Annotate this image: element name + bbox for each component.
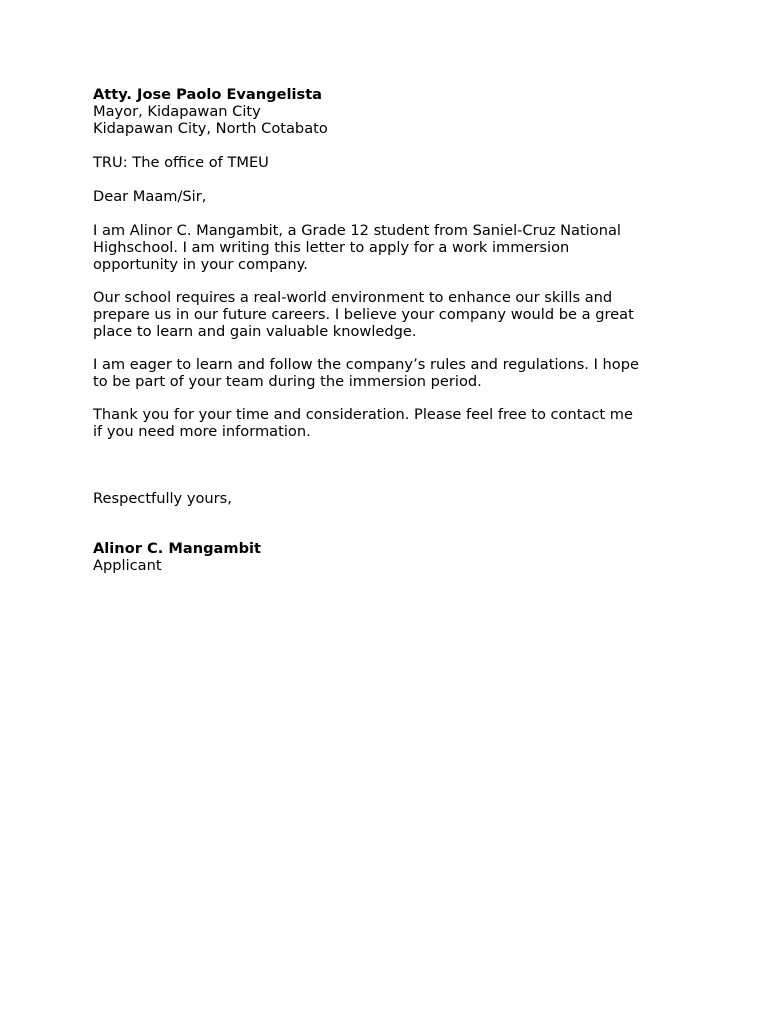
body-paragraph-1: [93, 222, 693, 273]
signature-name: Alinor C. Mangambit: [93, 540, 262, 557]
recipient-title: Mayor, Kidapawan City: [93, 103, 261, 120]
paragraph-line: opportunity in your company.: [93, 256, 308, 273]
closing: Respectfully yours,: [93, 490, 232, 507]
paragraph-line: Thank you for your time and consideration. Please feel free to contact me: [93, 406, 633, 423]
body-paragraph-3: [93, 356, 693, 390]
thru-line: TRU: The office of TMEU: [93, 154, 269, 171]
paragraph-line: if you need more information.: [93, 423, 311, 440]
body-paragraph-2: [93, 289, 693, 340]
body-paragraph-4: [93, 406, 693, 440]
paragraph-line: I am eager to learn and follow the company’s rules and regulations. I hope: [93, 356, 639, 373]
paragraph-line: I am Alinor C. Mangambit, a Grade 12 student from Saniel-Cruz National: [93, 222, 621, 239]
signature-role: Applicant: [93, 557, 162, 574]
letter-document: [93, 86, 693, 574]
paragraph-line: place to learn and gain valuable knowledge.: [93, 323, 417, 340]
recipient-address: Kidapawan City, North Cotabato: [93, 120, 328, 137]
recipient-name: Atty. Jose Paolo Evangelista: [93, 86, 323, 103]
paragraph-line: prepare us in our future careers. I believe your company would be a great: [93, 306, 634, 323]
paragraph-line: to be part of your team during the immersion period.: [93, 373, 482, 390]
salutation: Dear Maam/Sir,: [93, 188, 207, 205]
paragraph-line: Our school requires a real-world environment to enhance our skills and: [93, 289, 613, 306]
paragraph-line: Highschool. I am writing this letter to apply for a work immersion: [93, 239, 570, 256]
